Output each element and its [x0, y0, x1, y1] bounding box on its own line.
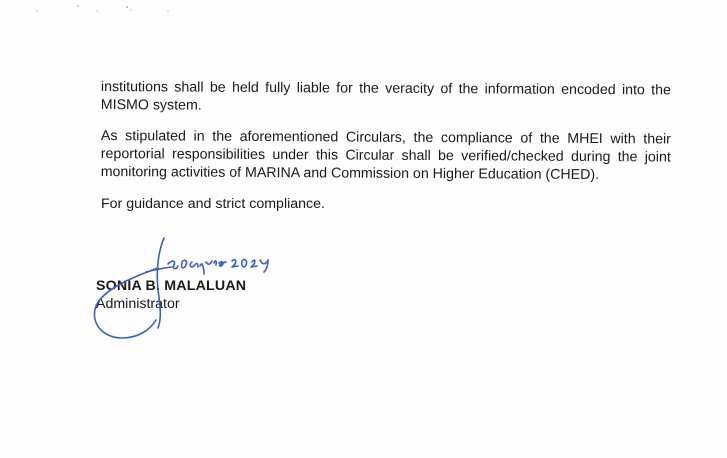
scan-specks [0, 0, 727, 30]
signatory-title: Administrator [96, 296, 180, 312]
handwritten-signature [86, 232, 286, 344]
closing-line: For guidance and strict compliance. [101, 196, 325, 212]
body-paragraph-liability: institutions shall be held fully liable for the veracity of the information encoded into the MISMO system. [100, 78, 671, 114]
body-paragraph-compliance: As stipulated in the aforementioned Circulars, the compliance of the MHEI with their reportorial responsibilities under this Circular shall be verified/checked during the joint monitoring activities of MARINA and Commission on Higher Education (CHED). [100, 127, 671, 184]
signatory-name: SONIA B. MALALUAN [96, 278, 247, 294]
